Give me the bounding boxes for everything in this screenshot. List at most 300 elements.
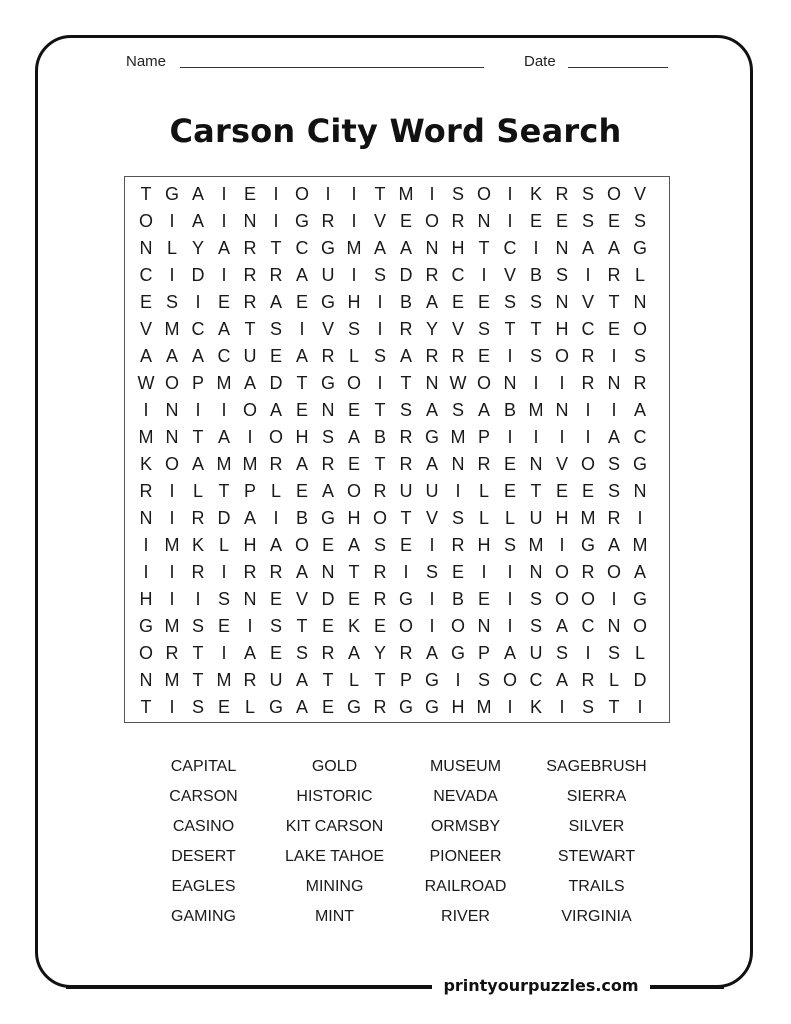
- grid-letter: S: [269, 319, 282, 339]
- grid-letter: E: [217, 292, 230, 312]
- grid-letter: S: [529, 346, 542, 366]
- grid-letter: O: [164, 373, 179, 393]
- grid-letter: S: [607, 481, 620, 501]
- grid-letter: B: [529, 265, 542, 285]
- grid-letter: E: [555, 481, 568, 501]
- grid-letter: T: [192, 670, 204, 690]
- grid-letter: N: [321, 400, 335, 420]
- grid-letter: L: [218, 535, 229, 555]
- grid-letter: V: [555, 454, 568, 474]
- grid-letter: S: [529, 292, 542, 312]
- grid-letter: L: [478, 508, 489, 528]
- word-item: TRAILS: [568, 878, 625, 895]
- date-label: Date: [524, 53, 556, 70]
- page-title: Carson City Word Search: [169, 112, 622, 150]
- grid-letter: I: [169, 562, 175, 582]
- grid-letter: R: [581, 562, 595, 582]
- grid-letter: A: [555, 670, 568, 690]
- grid-letter: A: [165, 346, 178, 366]
- grid-letter: E: [269, 643, 282, 663]
- grid-letter: R: [373, 562, 387, 582]
- grid-letter: L: [244, 697, 255, 717]
- grid-letter: I: [507, 427, 513, 447]
- grid-letter: C: [581, 616, 595, 636]
- grid-letter: A: [607, 238, 620, 258]
- grid-letter: I: [559, 535, 565, 555]
- grid-letter: T: [374, 454, 386, 474]
- word-item: CARSON: [169, 788, 238, 805]
- word-item: HISTORIC: [296, 788, 373, 805]
- grid-letter: K: [347, 616, 360, 636]
- grid-letter: I: [221, 562, 227, 582]
- grid-letter: V: [581, 292, 594, 312]
- grid-letter: R: [581, 346, 595, 366]
- grid-letter: E: [607, 211, 620, 231]
- grid-letter: O: [242, 400, 257, 420]
- grid-letter: I: [377, 373, 383, 393]
- grid-letter: I: [143, 562, 149, 582]
- word-item: MINING: [305, 878, 364, 895]
- grid-letter: E: [503, 481, 516, 501]
- grid-letter: M: [164, 670, 180, 690]
- word-item: DESERT: [171, 848, 236, 865]
- grid-letter: T: [140, 184, 152, 204]
- grid-letter: R: [269, 562, 283, 582]
- grid-letter: R: [321, 346, 335, 366]
- grid-letter: N: [165, 400, 179, 420]
- grid-letter: C: [529, 670, 543, 690]
- grid-letter: I: [325, 184, 331, 204]
- grid-letter: I: [221, 184, 227, 204]
- grid-letter: I: [481, 562, 487, 582]
- grid-letter: I: [273, 508, 279, 528]
- grid-letter: V: [373, 211, 386, 231]
- grid-letter: D: [191, 265, 205, 285]
- grid-letter: O: [632, 319, 647, 339]
- grid-letter: H: [347, 292, 361, 312]
- grid-letter: A: [555, 616, 568, 636]
- grid-letter: A: [633, 562, 646, 582]
- grid-letter: G: [320, 373, 335, 393]
- grid-letter: C: [217, 346, 231, 366]
- grid-letter: R: [139, 481, 153, 501]
- grid-letter: U: [321, 265, 335, 285]
- grid-letter: I: [559, 427, 565, 447]
- grid-letter: O: [346, 373, 361, 393]
- grid-letter: G: [450, 643, 465, 663]
- grid-letter: I: [585, 427, 591, 447]
- grid-letter: D: [399, 265, 413, 285]
- grid-letter: A: [425, 400, 438, 420]
- grid-letter: G: [424, 670, 439, 690]
- grid-letter: O: [580, 454, 595, 474]
- grid-letter: V: [503, 265, 516, 285]
- grid-letter: R: [321, 211, 335, 231]
- grid-letter: I: [611, 346, 617, 366]
- grid-letter: I: [351, 265, 357, 285]
- grid-letter: H: [295, 427, 309, 447]
- grid-letter: I: [507, 616, 513, 636]
- grid-letter: G: [164, 184, 179, 204]
- grid-letter: A: [269, 535, 282, 555]
- grid-letter: A: [633, 400, 646, 420]
- grid-letter: P: [399, 670, 412, 690]
- grid-letter: A: [581, 238, 594, 258]
- grid-letter: E: [399, 535, 412, 555]
- grid-letter: I: [429, 535, 435, 555]
- grid-letter: A: [295, 562, 308, 582]
- grid-letter: L: [192, 481, 203, 501]
- grid-letter: I: [559, 697, 565, 717]
- grid-letter: O: [346, 481, 361, 501]
- grid-letter: M: [450, 427, 466, 447]
- grid-letter: E: [451, 562, 464, 582]
- grid-letter: U: [399, 481, 413, 501]
- grid-letter: S: [555, 265, 568, 285]
- grid-letter: C: [295, 238, 309, 258]
- grid-letter: T: [140, 697, 152, 717]
- grid-letter: S: [321, 427, 334, 447]
- grid-letter: E: [295, 400, 308, 420]
- grid-letter: R: [321, 454, 335, 474]
- grid-letter: C: [191, 319, 205, 339]
- grid-letter: N: [243, 589, 257, 609]
- grid-letter: I: [169, 508, 175, 528]
- grid-letter: I: [637, 697, 643, 717]
- grid-letter: N: [503, 373, 517, 393]
- grid-letter: E: [243, 184, 256, 204]
- word-item: RAILROAD: [424, 878, 507, 895]
- grid-letter: T: [270, 238, 282, 258]
- grid-letter: T: [530, 319, 542, 339]
- grid-letter: O: [268, 427, 283, 447]
- grid-letter: G: [398, 589, 413, 609]
- grid-letter: I: [585, 400, 591, 420]
- grid-letter: N: [633, 481, 647, 501]
- grid-letter: I: [143, 535, 149, 555]
- grid-letter: O: [398, 616, 413, 636]
- word-item: MINT: [314, 908, 355, 925]
- grid-letter: N: [243, 211, 257, 231]
- grid-letter: S: [503, 292, 516, 312]
- grid-letter: E: [321, 616, 334, 636]
- grid-letter: A: [243, 373, 256, 393]
- date-field[interactable]: [568, 67, 668, 68]
- grid-letter: R: [321, 643, 335, 663]
- puzzle-grid: [124, 176, 670, 723]
- grid-letter: R: [191, 508, 205, 528]
- grid-letter: N: [477, 616, 491, 636]
- grid-letter: G: [268, 697, 283, 717]
- grid-letter: S: [633, 346, 646, 366]
- grid-letter: I: [507, 589, 513, 609]
- grid-letter: L: [270, 481, 281, 501]
- grid-letter: N: [555, 238, 569, 258]
- grid-letter: M: [580, 508, 596, 528]
- grid-letter: I: [247, 427, 253, 447]
- grid-letter: S: [451, 508, 464, 528]
- grid-letter: M: [216, 454, 232, 474]
- grid-letter: P: [191, 373, 204, 393]
- grid-letter: E: [347, 589, 360, 609]
- grid-letter: N: [425, 238, 439, 258]
- grid-letter: A: [191, 454, 204, 474]
- grid-letter: C: [139, 265, 153, 285]
- grid-letter: I: [533, 427, 539, 447]
- grid-letter: I: [169, 481, 175, 501]
- grid-letter: T: [530, 481, 542, 501]
- grid-letter: T: [296, 616, 308, 636]
- word-item: VIRGINIA: [561, 908, 632, 925]
- grid-letter: C: [581, 319, 595, 339]
- grid-letter: A: [399, 346, 412, 366]
- grid-letter: B: [503, 400, 516, 420]
- grid-letter: I: [403, 562, 409, 582]
- grid-letter: A: [191, 346, 204, 366]
- grid-letter: T: [192, 427, 204, 447]
- grid-letter: A: [399, 238, 412, 258]
- grid-letter: R: [269, 265, 283, 285]
- grid-letter: A: [425, 292, 438, 312]
- grid-letter: A: [243, 508, 256, 528]
- grid-letter: R: [451, 211, 465, 231]
- grid-letter: N: [477, 211, 491, 231]
- grid-letter: G: [424, 427, 439, 447]
- grid-letter: G: [294, 211, 309, 231]
- grid-letter: S: [633, 211, 646, 231]
- grid-letter: O: [476, 373, 491, 393]
- grid-letter: B: [295, 508, 308, 528]
- grid-letter: I: [221, 643, 227, 663]
- word-item: GAMING: [171, 908, 236, 925]
- grid-letter: T: [244, 319, 256, 339]
- grid-letter: N: [425, 373, 439, 393]
- grid-letter: N: [165, 427, 179, 447]
- footer-site: printyourpuzzles.com: [432, 975, 650, 997]
- grid-letter: R: [477, 454, 491, 474]
- grid-letter: S: [503, 535, 516, 555]
- grid-letter: I: [481, 265, 487, 285]
- grid-letter: R: [581, 670, 595, 690]
- grid-letter: K: [191, 535, 204, 555]
- grid-letter: R: [191, 562, 205, 582]
- grid-letter: T: [374, 184, 386, 204]
- grid-letter: A: [347, 643, 360, 663]
- grid-letter: A: [269, 400, 282, 420]
- grid-letter: Y: [373, 643, 386, 663]
- grid-letter: I: [377, 292, 383, 312]
- grid-letter: A: [607, 535, 620, 555]
- grid-letter: O: [424, 211, 439, 231]
- grid-letter: E: [295, 292, 308, 312]
- grid-letter: E: [139, 292, 152, 312]
- grid-letter: N: [529, 562, 543, 582]
- grid-letter: A: [295, 454, 308, 474]
- grid-letter: H: [347, 508, 361, 528]
- grid-letter: H: [451, 697, 465, 717]
- grid-letter: T: [504, 319, 516, 339]
- grid-letter: I: [273, 184, 279, 204]
- grid-letter: E: [581, 481, 594, 501]
- grid-letter: A: [217, 319, 230, 339]
- grid-letter: P: [243, 481, 256, 501]
- grid-letter: H: [139, 589, 153, 609]
- grid-letter: G: [632, 454, 647, 474]
- grid-letter: M: [632, 535, 648, 555]
- grid-letter: M: [476, 697, 492, 717]
- grid-letter: S: [217, 589, 230, 609]
- grid-letter: K: [529, 184, 542, 204]
- grid-letter: I: [455, 670, 461, 690]
- grid-letter: E: [373, 616, 386, 636]
- grid-letter: H: [243, 535, 257, 555]
- grid-letter: A: [373, 238, 386, 258]
- grid-letter: L: [348, 670, 359, 690]
- grid-letter: O: [554, 346, 569, 366]
- grid-letter: I: [377, 319, 383, 339]
- grid-letter: T: [296, 373, 308, 393]
- grid-letter: R: [425, 346, 439, 366]
- grid-letter: M: [216, 373, 232, 393]
- grid-letter: R: [243, 292, 257, 312]
- grid-letter: E: [321, 697, 334, 717]
- word-list: [138, 755, 662, 935]
- word-item: EAGLES: [171, 878, 236, 895]
- grid-letter: R: [581, 373, 595, 393]
- grid-letter: T: [478, 238, 490, 258]
- grid-letter: V: [295, 589, 308, 609]
- grid-letter: O: [294, 535, 309, 555]
- grid-letter: R: [243, 265, 257, 285]
- grid-letter: S: [477, 319, 490, 339]
- grid-letter: S: [451, 184, 464, 204]
- grid-letter: D: [217, 508, 231, 528]
- grid-letter: R: [269, 454, 283, 474]
- grid-letter: O: [138, 643, 153, 663]
- grid-letter: I: [429, 589, 435, 609]
- grid-letter: A: [191, 184, 204, 204]
- grid-letter: K: [139, 454, 152, 474]
- grid-letter: E: [503, 454, 516, 474]
- grid-letter: T: [400, 373, 412, 393]
- grid-letter: S: [191, 616, 204, 636]
- grid-letter: E: [269, 589, 282, 609]
- grid-letter: R: [243, 670, 257, 690]
- grid-letter: P: [477, 427, 490, 447]
- grid-letter: A: [217, 427, 230, 447]
- grid-letter: H: [451, 238, 465, 258]
- word-item: CASINO: [172, 818, 235, 835]
- grid-letter: S: [425, 562, 438, 582]
- grid-letter: L: [348, 346, 359, 366]
- grid-letter: S: [269, 616, 282, 636]
- grid-letter: V: [633, 184, 646, 204]
- grid-letter: E: [529, 211, 542, 231]
- grid-letter: S: [607, 454, 620, 474]
- grid-letter: A: [295, 670, 308, 690]
- grid-letter: R: [399, 427, 413, 447]
- grid-letter: N: [555, 292, 569, 312]
- letter-grid: [133, 181, 653, 721]
- grid-letter: K: [529, 697, 542, 717]
- grid-letter: T: [192, 643, 204, 663]
- grid-letter: S: [373, 265, 386, 285]
- grid-letter: E: [607, 319, 620, 339]
- grid-letter: M: [528, 400, 544, 420]
- grid-letter: I: [221, 211, 227, 231]
- grid-letter: I: [143, 400, 149, 420]
- grid-letter: R: [607, 265, 621, 285]
- grid-letter: B: [451, 589, 464, 609]
- grid-letter: T: [400, 508, 412, 528]
- grid-letter: A: [321, 481, 334, 501]
- grid-letter: N: [529, 454, 543, 474]
- grid-letter: E: [555, 211, 568, 231]
- grid-letter: R: [373, 697, 387, 717]
- grid-letter: B: [373, 427, 386, 447]
- grid-letter: L: [478, 481, 489, 501]
- grid-letter: R: [243, 238, 257, 258]
- grid-letter: V: [425, 508, 438, 528]
- grid-letter: E: [347, 454, 360, 474]
- word-item: NEVADA: [433, 788, 498, 805]
- grid-letter: A: [217, 238, 230, 258]
- grid-letter: I: [585, 643, 591, 663]
- grid-letter: G: [632, 589, 647, 609]
- grid-letter: G: [138, 616, 153, 636]
- grid-letter: M: [528, 535, 544, 555]
- grid-letter: E: [477, 346, 490, 366]
- grid-letter: N: [139, 670, 153, 690]
- grid-letter: I: [195, 292, 201, 312]
- grid-letter: O: [476, 184, 491, 204]
- grid-letter: S: [347, 319, 360, 339]
- grid-letter: A: [425, 454, 438, 474]
- grid-letter: I: [195, 400, 201, 420]
- grid-letter: A: [607, 427, 620, 447]
- grid-letter: S: [399, 400, 412, 420]
- name-field[interactable]: [180, 67, 484, 68]
- grid-letter: I: [429, 184, 435, 204]
- grid-letter: N: [633, 292, 647, 312]
- grid-letter: L: [634, 265, 645, 285]
- grid-letter: I: [299, 319, 305, 339]
- grid-letter: R: [451, 535, 465, 555]
- grid-letter: I: [611, 400, 617, 420]
- grid-letter: I: [637, 508, 643, 528]
- grid-letter: O: [606, 184, 621, 204]
- grid-letter: M: [164, 319, 180, 339]
- grid-letter: T: [218, 481, 230, 501]
- grid-letter: N: [139, 508, 153, 528]
- word-item: ORMSBY: [430, 818, 501, 835]
- grid-letter: G: [346, 697, 361, 717]
- grid-letter: A: [503, 643, 516, 663]
- grid-letter: U: [529, 508, 543, 528]
- grid-letter: E: [399, 211, 412, 231]
- grid-letter: V: [139, 319, 152, 339]
- grid-letter: A: [425, 643, 438, 663]
- grid-letter: O: [580, 589, 595, 609]
- grid-letter: E: [347, 400, 360, 420]
- grid-letter: O: [606, 562, 621, 582]
- grid-letter: L: [634, 643, 645, 663]
- grid-letter: A: [243, 643, 256, 663]
- grid-letter: M: [164, 535, 180, 555]
- grid-letter: M: [216, 670, 232, 690]
- grid-letter: M: [398, 184, 414, 204]
- grid-letter: R: [373, 589, 387, 609]
